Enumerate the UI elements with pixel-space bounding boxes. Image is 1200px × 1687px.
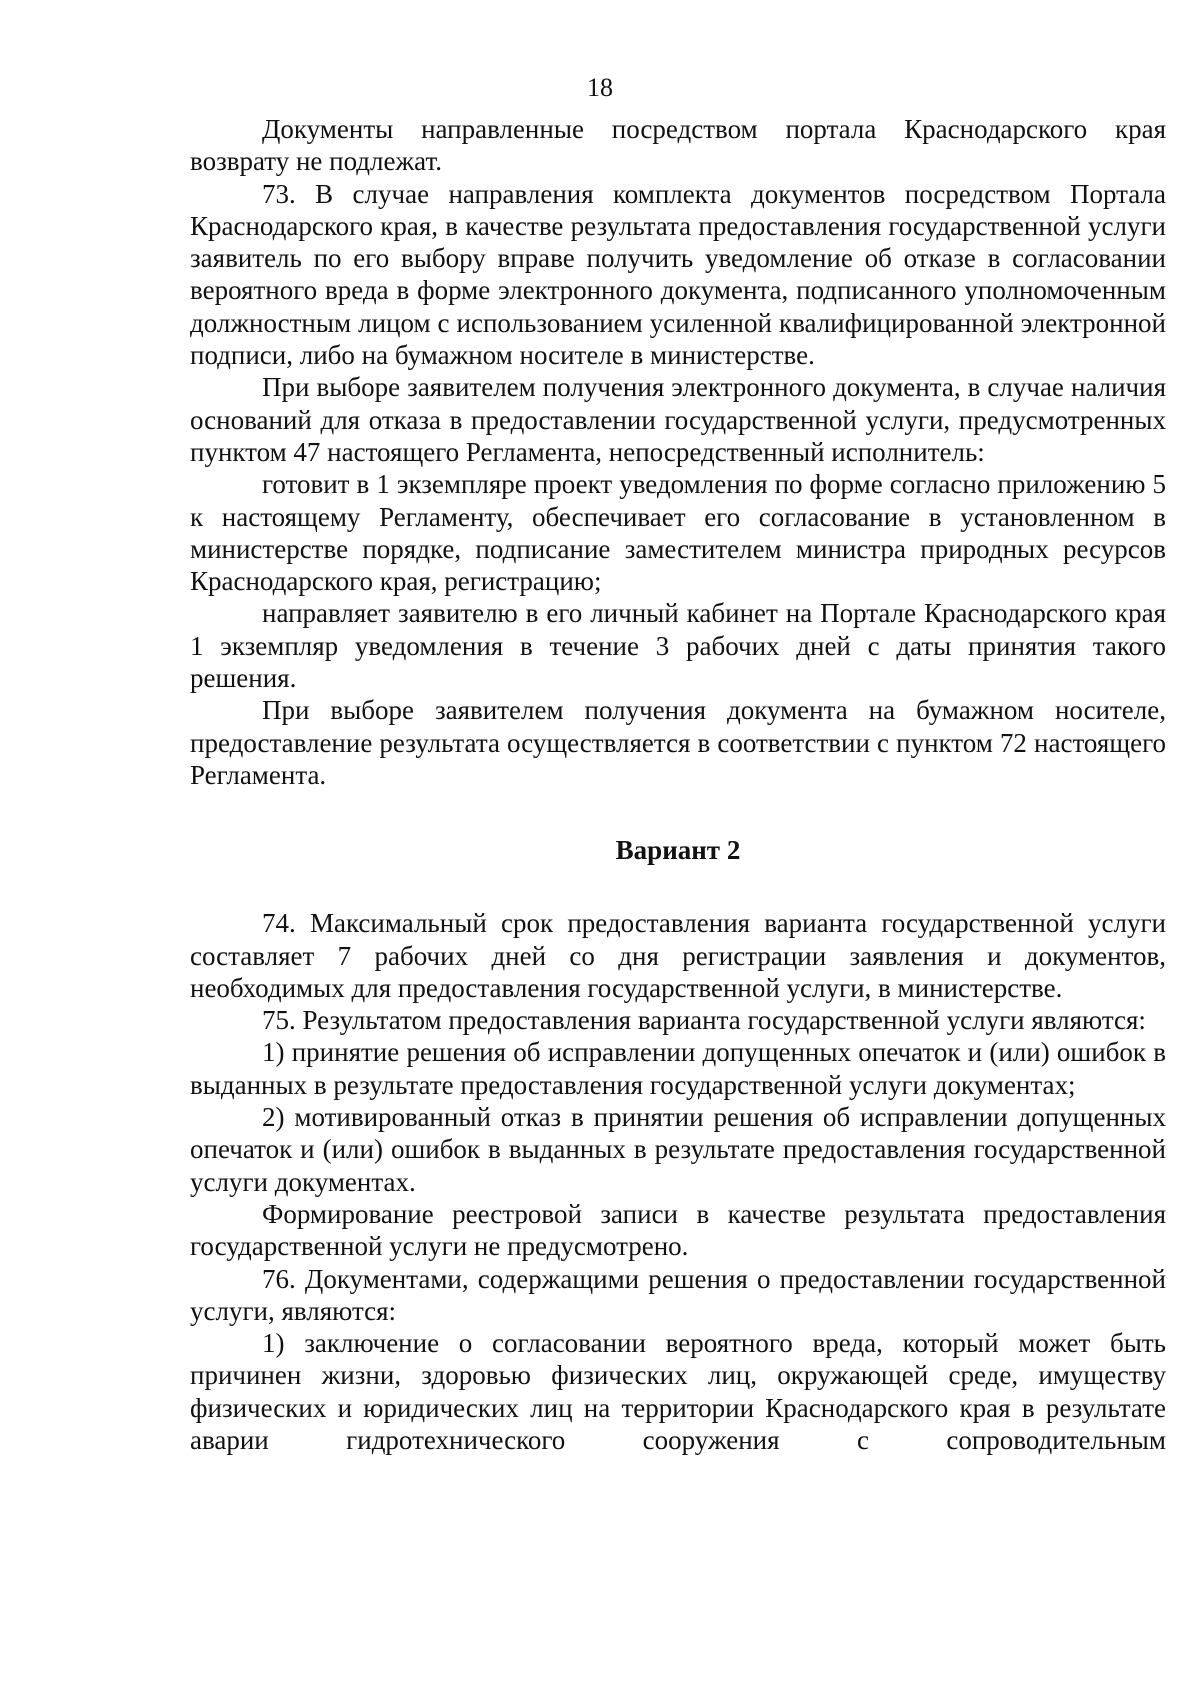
paragraph: При выборе заявителем получения документа на бумажном носителе, предоставление результата осуществляется в соответствии с пунктом 72 настоящего Регламента. bbox=[190, 695, 1166, 790]
paragraph: готовит в 1 экземпляре проект уведомления по форме согласно приложению 5 к настоящему Регламенту, обеспечивает его согласование в установленном в министерстве порядке, подписание заместителем министра природных ресурсов Краснодарского края, регистрацию; bbox=[190, 469, 1166, 597]
page-number: 18 bbox=[587, 73, 613, 102]
paragraph: 73. В случае направления комплекта документов посредством Портала Краснодарского края, в качестве результата предоставления государственной услуги заявитель по его выбору вправе получить уведомление об отказе в согласовании вероятного вреда в форме электронного документа, подписанного уполномоченным должностным лицом с использованием усиленной квалифицированной электронной подписи, либо на бумажном носителе в министерстве. bbox=[190, 178, 1166, 371]
paragraph: Формирование реестровой записи в качестве результата предоставления государственной услуги не предусмотрено. bbox=[190, 1198, 1166, 1262]
paragraph: 75. Результатом предоставления варианта государственной услуги являются: bbox=[262, 1005, 1146, 1036]
paragraph: 1) заключение о согласовании вероятного вреда, который может быть причинен жизни, здоровью физических лиц, окружающей среде, имуществу физических и юридических лиц на территории Краснодарского края в результате аварии гидротехнического сооружения с сопроводительным bbox=[190, 1328, 1166, 1455]
paragraph: При выборе заявителем получения электронного документа, в случае наличия оснований для отказа в предоставлении государственной услуги, предусмотренных пунктом 47 настоящего Регламента, непосредственный исполнитель: bbox=[190, 372, 1166, 467]
paragraph: направляет заявителю в его личный кабинет на Портале Краснодарского края 1 экземпляр уведомления в течение 3 рабочих дней с даты принятия такого решения. bbox=[190, 598, 1166, 694]
paragraph: 1) принятие решения об исправлении допущенных опечаток и (или) ошибок в выданных в результате предоставления государственной услуги документах; bbox=[190, 1037, 1166, 1100]
document-body bbox=[190, 113, 1166, 1456]
paragraph: 2) мотивированный отказ в принятии решения об исправлении допущенных опечаток и (или) ошибок в выданных в результате предоставления государственной услуги документах. bbox=[190, 1102, 1166, 1197]
paragraph: 74. Максимальный срок предоставления варианта государственной услуги составляет 7 рабочих дней со дня регистрации заявления и документов, необходимых для предоставления государственной услуги, в министерстве. bbox=[190, 908, 1166, 1003]
paragraph: 76. Документами, содержащими решения о предоставлении государственной услуги, являются: bbox=[190, 1263, 1166, 1326]
paragraph: Документы направленные посредством портала Краснодарского края возврату не подлежат. bbox=[190, 114, 1166, 177]
section-heading: Вариант 2 bbox=[615, 835, 741, 866]
